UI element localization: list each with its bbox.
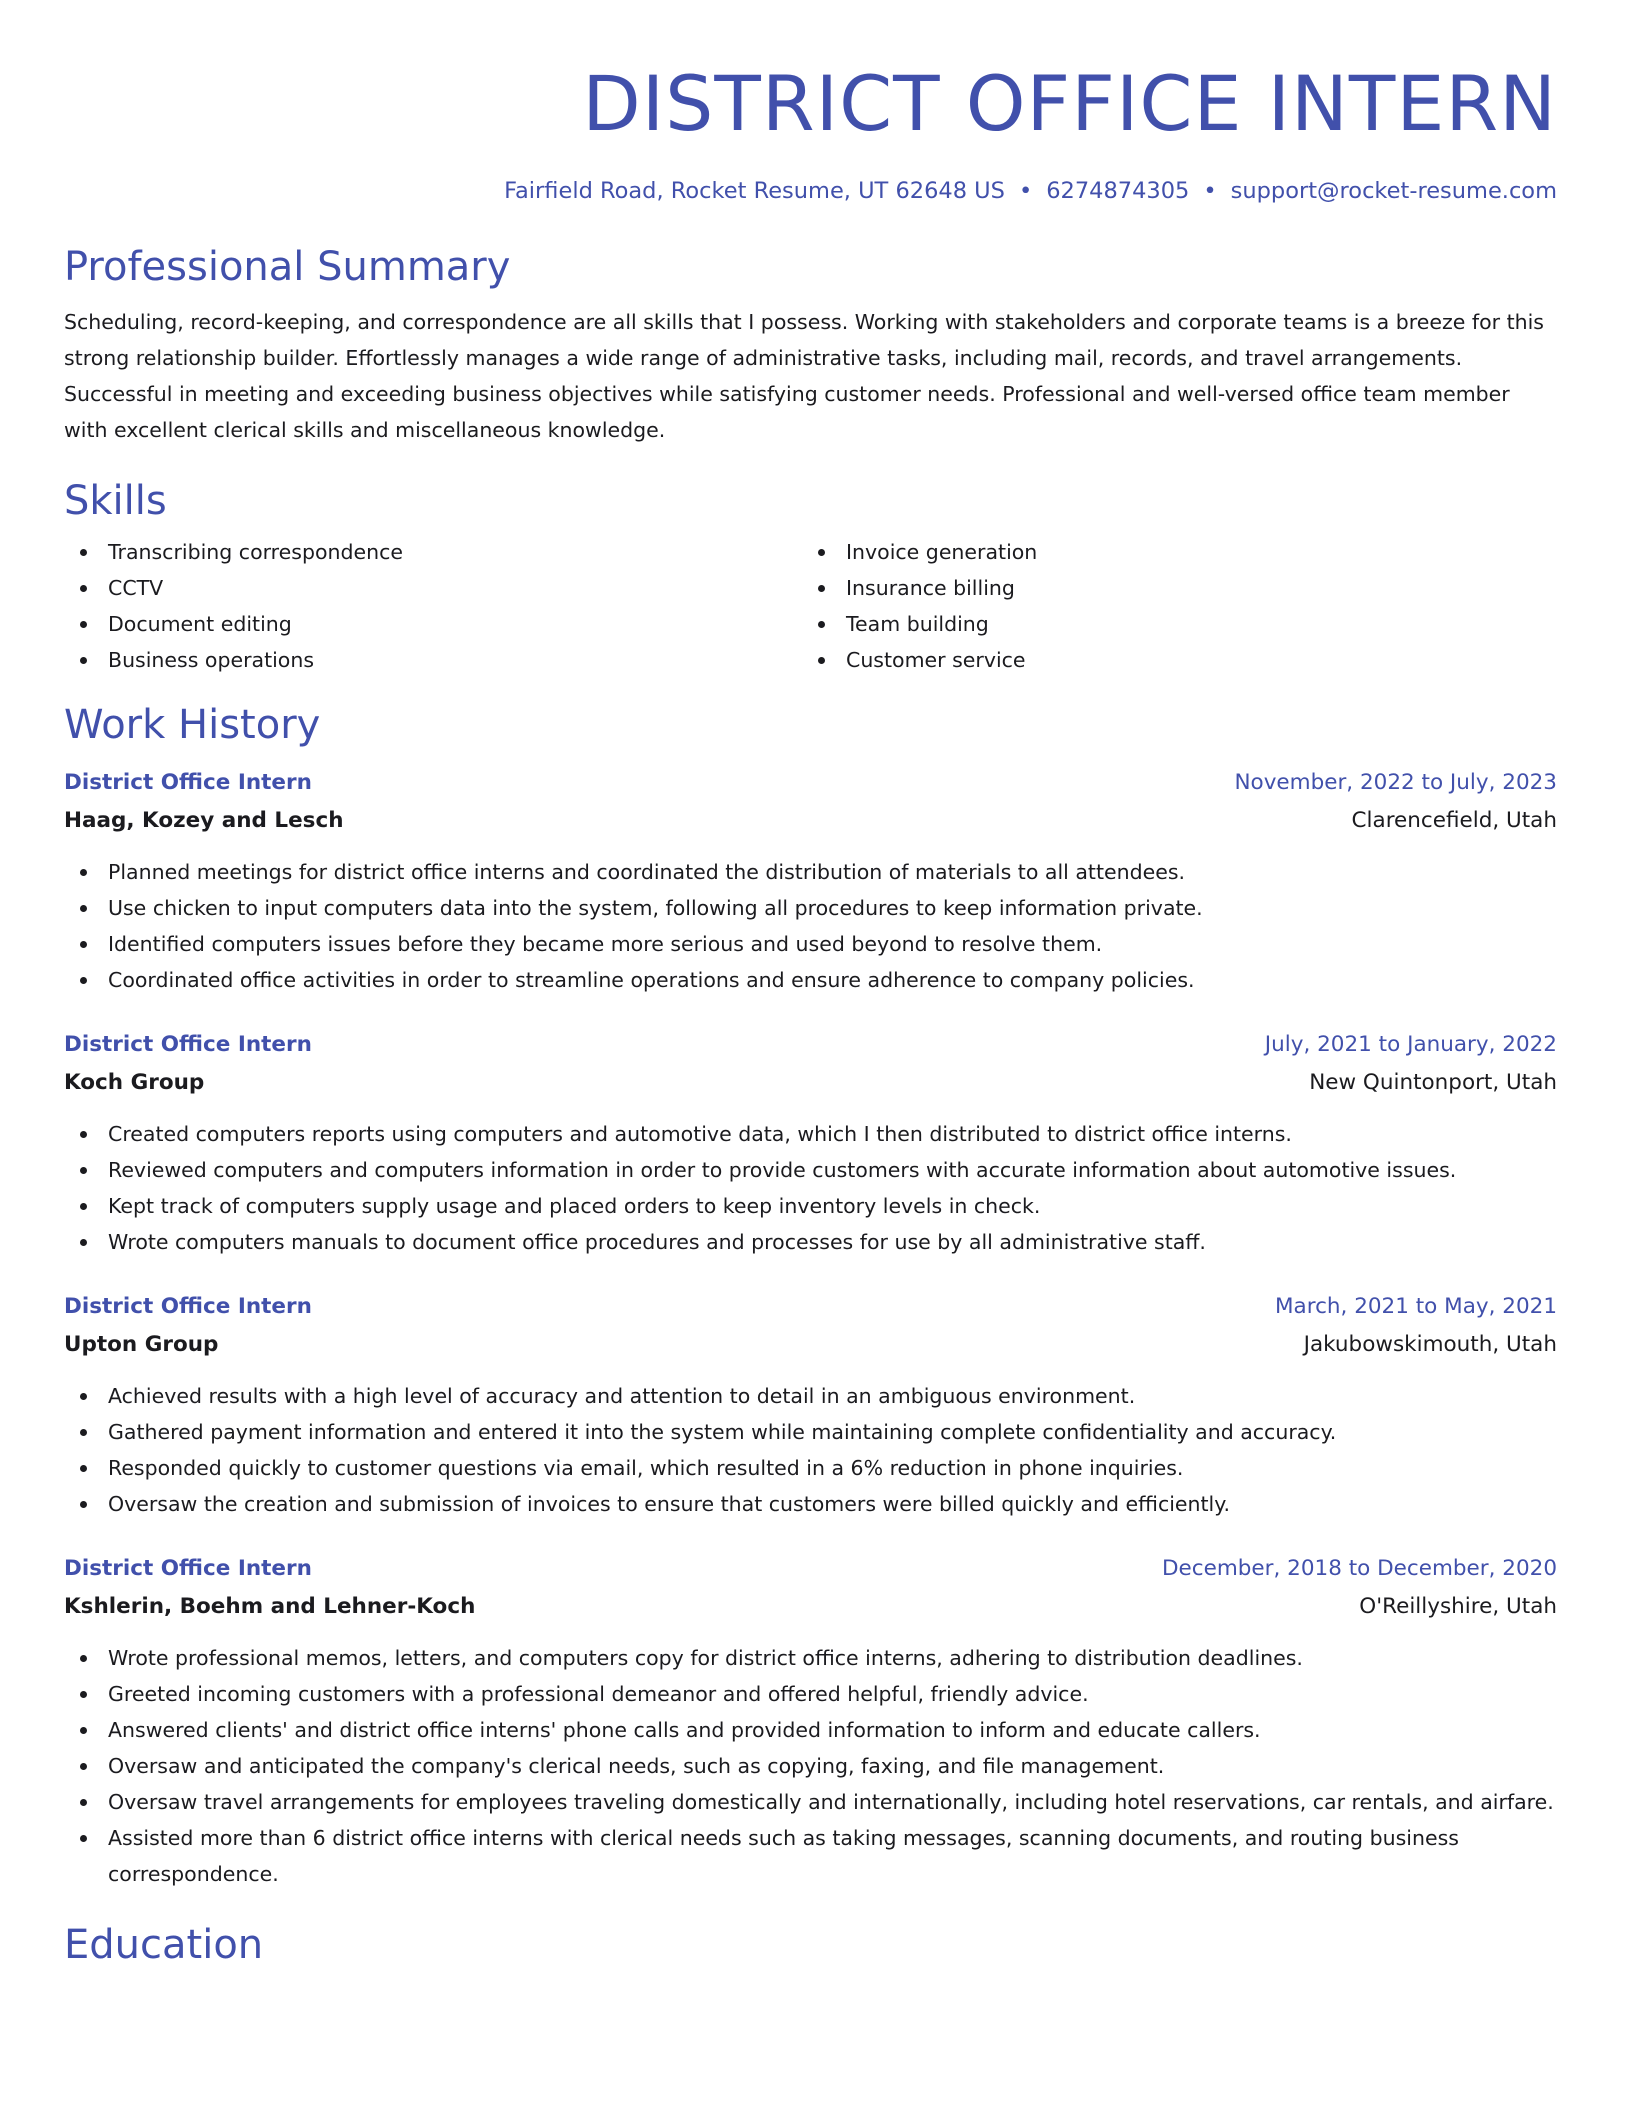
job-entry: [64, 1026, 1557, 1260]
skill-item: Insurance billing: [802, 570, 1557, 606]
summary-text: Scheduling, record-keeping, and correspondence are all skills that I possess. Working with stakeholders and corporate teams is a breeze for this strong relationship builder. Effortlessly manages a wide range of administrative tasks, including mail, records, and travel arrangements. Successful in meeting and exceeding business objectives while satisfying customer needs. Professional and well-versed office team member with excellent clerical skills and miscellaneous knowledge.: [64, 310, 1544, 442]
contact-separator: •: [1203, 178, 1217, 204]
job-header-row: [64, 1288, 1557, 1326]
skills-list-left: [64, 534, 802, 678]
job-bullet: Oversaw travel arrangements for employees traveling domestically and internationally, including hotel reservations, car rentals, and airfare.: [64, 1784, 1557, 1820]
skill-item: Transcribing correspondence: [64, 534, 802, 570]
job-dates: December, 2018 to December, 2020: [1162, 1556, 1557, 1581]
contact-separator: •: [1018, 178, 1033, 204]
job-header-row: [64, 764, 1557, 802]
section-title-skills: Skills: [64, 478, 167, 524]
job-bullet: Responded quickly to customer questions via email, which resulted in a 6% reduction in phone inquiries.: [64, 1450, 1557, 1486]
job-bullets: [64, 1116, 1557, 1260]
work-history-section: [64, 700, 1557, 1892]
job-bullets: [64, 1378, 1557, 1522]
resume-page: [64, 0, 1557, 1970]
skill-item: Customer service: [802, 642, 1557, 678]
job-title: District Office Intern: [64, 770, 312, 795]
job-bullet: Identified computers issues before they became more serious and used beyond to resolve them.: [64, 926, 1557, 962]
contact-address: Fairfield Road, Rocket Resume, UT 62648 US: [504, 178, 1005, 204]
job-location: Clarencefield, Utah: [1351, 808, 1557, 833]
job-bullet: Wrote professional memos, letters, and computers copy for district office interns, adhering to distribution deadlines.: [64, 1640, 1557, 1676]
job-bullet: Use chicken to input computers data into the system, following all procedures to keep information private.: [64, 890, 1557, 926]
skill-item: Business operations: [64, 642, 802, 678]
skill-item: Document editing: [64, 606, 802, 642]
job-bullets: [64, 854, 1557, 998]
job-bullet: Planned meetings for district office interns and coordinated the distribution of materials to all attendees.: [64, 854, 1557, 890]
job-header-row: [64, 1550, 1557, 1588]
section-title-summary: Professional Summary: [64, 244, 511, 290]
job-title: District Office Intern: [64, 1556, 312, 1581]
job-bullet: Answered clients' and district office interns' phone calls and provided information to inform and educate callers.: [64, 1712, 1557, 1748]
skills-list-right: [802, 534, 1557, 678]
job-bullet: Coordinated office activities in order to streamline operations and ensure adherence to company policies.: [64, 962, 1557, 998]
job-employer: Haag, Kozey and Lesch: [64, 808, 344, 833]
skill-item: CCTV: [64, 570, 802, 606]
job-entry: [64, 1550, 1557, 1892]
job-employer: Koch Group: [64, 1070, 205, 1095]
job-employer-row: [64, 802, 1557, 840]
job-location: O'Reillyshire, Utah: [1359, 1594, 1557, 1619]
job-dates: November, 2022 to July, 2023: [1234, 770, 1557, 795]
skills-section: [64, 476, 1557, 678]
job-employer: Kshlerin, Boehm and Lehner-Koch: [64, 1594, 476, 1619]
job-entry: [64, 764, 1557, 998]
job-bullet: Kept track of computers supply usage and placed orders to keep inventory levels in check.: [64, 1188, 1557, 1224]
job-title: District Office Intern: [64, 1294, 312, 1319]
candidate-name: DISTRICT OFFICE INTERN: [582, 59, 1557, 148]
job-dates: March, 2021 to May, 2021: [1274, 1294, 1557, 1319]
contact-email[interactable]: support@rocket-resume.com: [1230, 178, 1557, 204]
job-bullet: Achieved results with a high level of accuracy and attention to detail in an ambiguous environment.: [64, 1378, 1557, 1414]
contact-phone: 6274874305: [1046, 178, 1190, 204]
skills-grid: [64, 534, 1557, 678]
job-bullet: Assisted more than 6 district office interns with clerical needs such as taking messages, scanning documents, and routing business correspondence.: [64, 1820, 1557, 1892]
job-entry: [64, 1288, 1557, 1522]
contact-line: [64, 176, 1557, 206]
education-section: [64, 1920, 1557, 1970]
job-bullet: Oversaw and anticipated the company's clerical needs, such as copying, faxing, and file management.: [64, 1748, 1557, 1784]
job-bullet: Gathered payment information and entered it into the system while maintaining complete confidentiality and accuracy.: [64, 1414, 1557, 1450]
skill-item: Team building: [802, 606, 1557, 642]
job-location: Jakubowskimouth, Utah: [1303, 1332, 1557, 1357]
job-bullet: Wrote computers manuals to document office procedures and processes for use by all administrative staff.: [64, 1224, 1557, 1260]
job-bullet: Greeted incoming customers with a professional demeanor and offered helpful, friendly advice.: [64, 1676, 1557, 1712]
job-bullet: Created computers reports using computers and automotive data, which I then distributed to district office interns.: [64, 1116, 1557, 1152]
job-bullets: [64, 1640, 1557, 1892]
job-title: District Office Intern: [64, 1032, 312, 1057]
job-dates: July, 2021 to January, 2022: [1264, 1032, 1557, 1057]
section-title-work-history: Work History: [64, 702, 321, 748]
job-bullet: Reviewed computers and computers information in order to provide customers with accurate information about automotive issues.: [64, 1152, 1557, 1188]
section-title-education: Education: [64, 1922, 264, 1968]
job-employer-row: [64, 1326, 1557, 1364]
job-header-row: [64, 1026, 1557, 1064]
job-employer: Upton Group: [64, 1332, 219, 1357]
skill-item: Invoice generation: [802, 534, 1557, 570]
job-employer-row: [64, 1064, 1557, 1102]
job-location: New Quintonport, Utah: [1309, 1070, 1557, 1095]
professional-summary-section: [64, 242, 1557, 448]
job-bullet: Oversaw the creation and submission of invoices to ensure that customers were billed quickly and efficiently.: [64, 1486, 1557, 1522]
job-employer-row: [64, 1588, 1557, 1626]
